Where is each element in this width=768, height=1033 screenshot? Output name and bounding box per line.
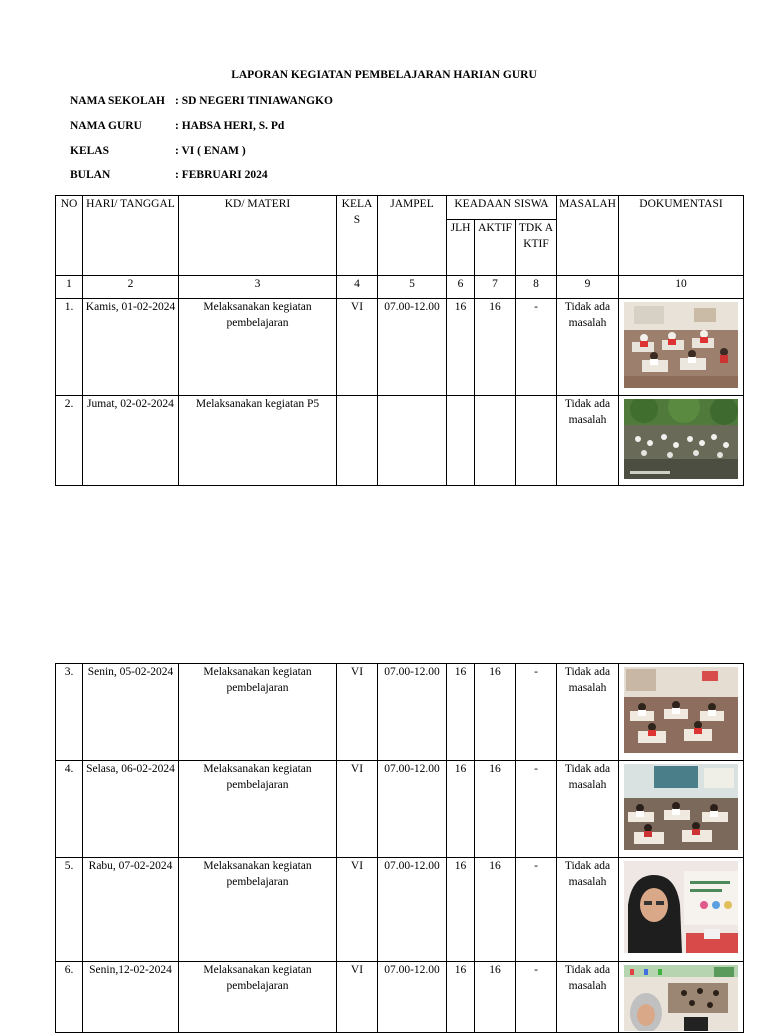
- row-aktif: 16: [475, 664, 516, 761]
- row-problem: Tidak ada masalah: [557, 761, 619, 858]
- row-tdk-aktif: -: [516, 761, 557, 858]
- row-tdk-aktif: -: [516, 962, 557, 1033]
- row-jlh: [447, 396, 475, 486]
- month-value: : FEBRUARI 2024: [175, 169, 268, 181]
- teacher-selfie-photo: [624, 861, 738, 953]
- row-aktif: 16: [475, 761, 516, 858]
- col-header-tdk-aktif: TDK AKTIF: [516, 220, 557, 276]
- row-problem: Tidak ada masalah: [557, 962, 619, 1033]
- row-documentation: [619, 664, 744, 761]
- row-tdk-aktif: -: [516, 299, 557, 396]
- row-aktif: [475, 396, 516, 486]
- col-header-jlh: JLH: [447, 220, 475, 276]
- col-number: 1: [56, 276, 83, 299]
- col-header-student-status: KEADAAN SISWA: [447, 196, 557, 220]
- row-documentation: [619, 761, 744, 858]
- col-header-date: HARI/ TANGGAL: [83, 196, 179, 276]
- teacher-label: NAMA GURU: [70, 120, 142, 132]
- classroom-photo-3: [624, 764, 738, 850]
- row-jampel: 07.00-12.00: [378, 962, 447, 1033]
- row-date: Senin,12-02-2024: [83, 962, 179, 1033]
- row-no: 5.: [56, 858, 83, 962]
- row-documentation: [619, 962, 744, 1033]
- row-jlh: 16: [447, 962, 475, 1033]
- col-header-documentation: DOKUMENTASI: [619, 196, 744, 276]
- row-jlh: 16: [447, 299, 475, 396]
- row-jlh: 16: [447, 858, 475, 962]
- row-date: Kamis, 01-02-2024: [83, 299, 179, 396]
- row-material: Melaksanakan kegiatan pembelajaran: [179, 761, 337, 858]
- row-tdk-aktif: [516, 396, 557, 486]
- row-jampel: [378, 396, 447, 486]
- row-no: 6.: [56, 962, 83, 1033]
- col-number: 2: [83, 276, 179, 299]
- row-jampel: 07.00-12.00: [378, 858, 447, 962]
- table-row: [56, 858, 744, 962]
- col-number: 7: [475, 276, 516, 299]
- row-class: VI: [337, 962, 378, 1033]
- col-header-jampel: JAMPEL: [378, 196, 447, 276]
- row-aktif: 16: [475, 962, 516, 1033]
- row-documentation: [619, 858, 744, 962]
- row-problem: Tidak ada masalah: [557, 299, 619, 396]
- row-date: Selasa, 06-02-2024: [83, 761, 179, 858]
- classroom-photo-2: [624, 667, 738, 753]
- table-row: [56, 962, 744, 1033]
- teacher-class-photo: [624, 965, 738, 1031]
- row-no: 1.: [56, 299, 83, 396]
- row-jampel: 07.00-12.00: [378, 761, 447, 858]
- row-class: VI: [337, 761, 378, 858]
- row-class: VI: [337, 299, 378, 396]
- table-row: [56, 396, 744, 486]
- row-material: Melaksanakan kegiatan pembelajaran: [179, 299, 337, 396]
- row-no: 2.: [56, 396, 83, 486]
- col-number: 3: [179, 276, 337, 299]
- row-material: Melaksanakan kegiatan pembelajaran: [179, 858, 337, 962]
- row-material: Melaksanakan kegiatan pembelajaran: [179, 664, 337, 761]
- classroom-photo-1: [624, 302, 738, 388]
- row-no: 3.: [56, 664, 83, 761]
- report-title: LAPORAN KEGIATAN PEMBELAJARAN HARIAN GURU: [231, 69, 537, 81]
- col-number: 10: [619, 276, 744, 299]
- row-problem: Tidak ada masalah: [557, 396, 619, 486]
- school-value: : SD NEGERI TINIAWANGKO: [175, 95, 333, 107]
- col-header-class: KELAS: [337, 196, 378, 276]
- row-jlh: 16: [447, 761, 475, 858]
- col-header-material: KD/ MATERI: [179, 196, 337, 276]
- row-documentation: [619, 299, 744, 396]
- row-aktif: 16: [475, 299, 516, 396]
- row-aktif: 16: [475, 858, 516, 962]
- row-material: Melaksanakan kegiatan pembelajaran: [179, 962, 337, 1033]
- row-problem: Tidak ada masalah: [557, 858, 619, 962]
- col-number: 4: [337, 276, 378, 299]
- row-class: VI: [337, 664, 378, 761]
- row-jlh: 16: [447, 664, 475, 761]
- teacher-value: : HABSA HERI, S. Pd: [175, 120, 285, 132]
- row-date: Jumat, 02-02-2024: [83, 396, 179, 486]
- row-documentation: [619, 396, 744, 486]
- row-class: VI: [337, 858, 378, 962]
- row-date: Rabu, 07-02-2024: [83, 858, 179, 962]
- col-header-problem: MASALAH: [557, 196, 619, 276]
- row-date: Senin, 05-02-2024: [83, 664, 179, 761]
- row-class: [337, 396, 378, 486]
- column-number-row: [56, 276, 744, 299]
- row-jampel: 07.00-12.00: [378, 299, 447, 396]
- outdoor-activity-photo: [624, 399, 738, 479]
- row-no: 4.: [56, 761, 83, 858]
- report-table-part-2: [55, 663, 744, 1033]
- table-row: [56, 664, 744, 761]
- class-value: : VI ( ENAM ): [175, 145, 246, 157]
- month-label: BULAN: [70, 169, 111, 181]
- report-table-part-1: [55, 195, 744, 486]
- row-tdk-aktif: -: [516, 664, 557, 761]
- row-material: Melaksanakan kegiatan P5: [179, 396, 337, 486]
- col-header-no: NO: [56, 196, 83, 276]
- row-tdk-aktif: -: [516, 858, 557, 962]
- col-number: 8: [516, 276, 557, 299]
- table-row: [56, 761, 744, 858]
- col-number: 5: [378, 276, 447, 299]
- class-label: KELAS: [70, 145, 109, 157]
- col-number: 9: [557, 276, 619, 299]
- col-header-aktif: AKTIF: [475, 220, 516, 276]
- row-jampel: 07.00-12.00: [378, 664, 447, 761]
- col-number: 6: [447, 276, 475, 299]
- row-problem: Tidak ada masalah: [557, 664, 619, 761]
- table-row: [56, 299, 744, 396]
- school-label: NAMA SEKOLAH: [70, 95, 165, 107]
